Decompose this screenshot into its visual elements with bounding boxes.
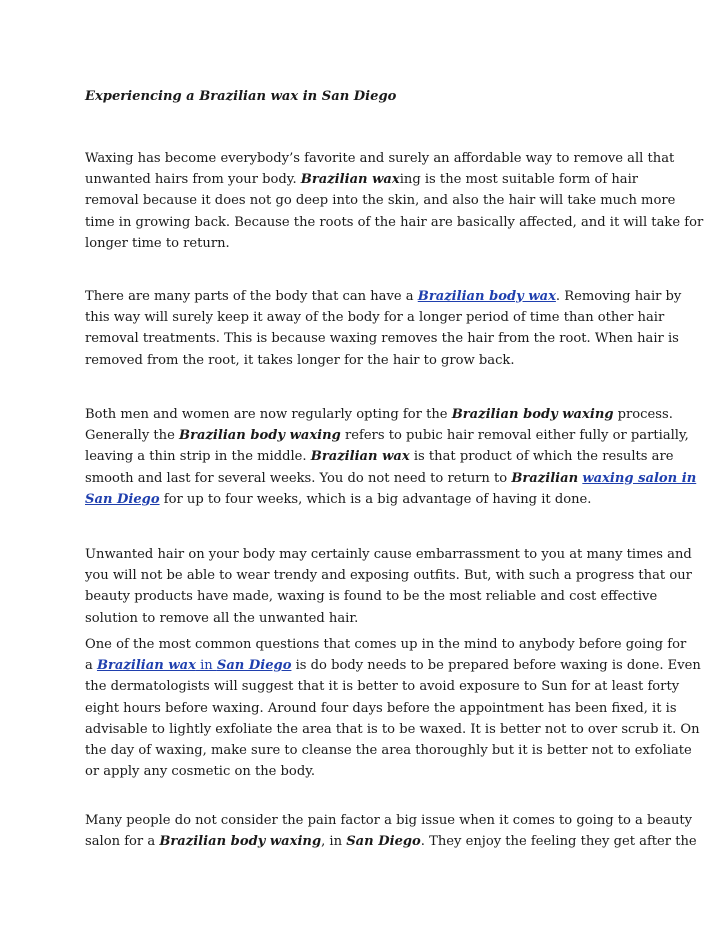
text-run: There are many parts of the body that can have a [85, 289, 418, 304]
paragraph-6 [85, 810, 697, 852]
in-link-text[interactable]: in [195, 658, 217, 674]
paragraph-line [85, 286, 681, 307]
paragraph-line [85, 468, 696, 489]
emphasis-text: Brazilian body waxing [179, 428, 341, 444]
text-run: Generally the [85, 428, 179, 444]
text-run: is that product of which the results are [409, 449, 674, 465]
paragraph-line [85, 446, 696, 467]
paragraph-line: longer time to return. [85, 235, 230, 251]
paragraph-line: the day of waxing, make sure to cleanse the area thoroughly but it is better not to exfoliate [85, 742, 692, 758]
text-run: process. [613, 407, 673, 422]
paragraph-line [85, 831, 697, 852]
text-run: Both men and women are now regularly opting for the [85, 407, 452, 422]
text-run: leaving a thin strip in the middle. [85, 449, 311, 465]
text-run: . Removing hair by [555, 289, 682, 304]
text-run: smooth and last for several weeks. You do not need to return to [85, 470, 512, 486]
emphasis-text: Brazilian [511, 470, 579, 486]
paragraph-line: the dermatologists will suggest that it is better to avoid exposure to Sun for at least forty [85, 679, 680, 695]
text-run: ing is the most suitable form of hair [399, 172, 639, 188]
text-run: for up to four weeks, which is a big advantage of having it done. [159, 491, 592, 507]
text-run: a [85, 658, 97, 674]
paragraph-line [85, 404, 696, 425]
text-run: unwanted hairs from your body. [85, 172, 301, 188]
paragraph-line: beauty products have made, waxing is found to be the most reliable and cost effective [85, 589, 658, 605]
paragraph-line: Unwanted hair on your body may certainly cause embarrassment to you at many times and [85, 547, 692, 562]
document-title: Experiencing a Brazilian wax in San Diego [85, 89, 397, 104]
paragraph-3 [85, 404, 696, 510]
paragraph-line: removal because it does not go deep into the skin, and also the hair will take much more [85, 193, 676, 209]
emphasis-text: Brazilian body waxing [451, 407, 614, 422]
paragraph-line: eight hours before waxing. Around four days before the appointment has been fixed, it is [85, 700, 677, 716]
text-run: . They enjoy the feeling they get after the [420, 834, 697, 850]
emphasis-text: Brazilian wax [300, 172, 400, 188]
waxing-salon-link[interactable]: waxing salon in [582, 470, 697, 486]
paragraph-line: Waxing has become everybody’s favorite and surely an affordable way to remove all that [85, 151, 675, 166]
paragraph-line: this way will surely keep it away of the body for a longer period of time than other hair [85, 310, 665, 326]
paragraph-line: solution to remove all the unwanted hair. [85, 610, 359, 626]
paragraph-line [85, 425, 696, 446]
san-diego-link[interactable]: San Diego [85, 491, 160, 507]
emphasis-text: Brazilian wax [310, 449, 410, 465]
paragraph-line: advisable to lightly exfoliate the area that is to be waxed. It is better not to over scrub it. On [85, 721, 700, 737]
paragraph-line: time in growing back. Because the roots of the hair are basically affected, and it will take for [85, 214, 704, 230]
paragraph-line [85, 169, 703, 190]
emphasis-text: Brazilian body waxing [159, 834, 322, 850]
text-run: , in [321, 834, 347, 850]
paragraph-line: One of the most common questions that comes up in the mind to anybody before going for [85, 637, 687, 652]
paragraph-4 [85, 544, 692, 629]
paragraph-5 [85, 634, 701, 782]
paragraph-line: you will not be able to wear trendy and exposing outfits. But, with such a progress that our [85, 568, 692, 584]
paragraph-line: Many people do not consider the pain factor a big issue when it comes to going to a beauty [85, 813, 693, 828]
text-run: refers to pubic hair removal either fully or partially, [340, 428, 689, 444]
emphasis-text: San Diego [346, 834, 421, 850]
paragraph-line: removed from the root, it takes longer for the hair to grow back. [85, 352, 515, 368]
paragraph-2 [85, 286, 681, 371]
text-run: salon for a [85, 834, 160, 850]
san-diego-link[interactable]: San Diego [216, 658, 292, 674]
paragraph-line [85, 655, 701, 676]
text-run: is do body needs to be prepared before waxing is done. Even [291, 658, 701, 674]
paragraph-line [85, 489, 696, 510]
brazilian-body-wax-link[interactable]: Brazilian body wax [417, 289, 556, 304]
brazilian-wax-link[interactable]: Brazilian wax [96, 658, 196, 674]
paragraph-line: or apply any cosmetic on the body. [85, 764, 316, 780]
paragraph-line: removal treatments. This is because waxing removes the hair from the root. When hair is [85, 331, 679, 347]
paragraph-1 [85, 148, 703, 254]
